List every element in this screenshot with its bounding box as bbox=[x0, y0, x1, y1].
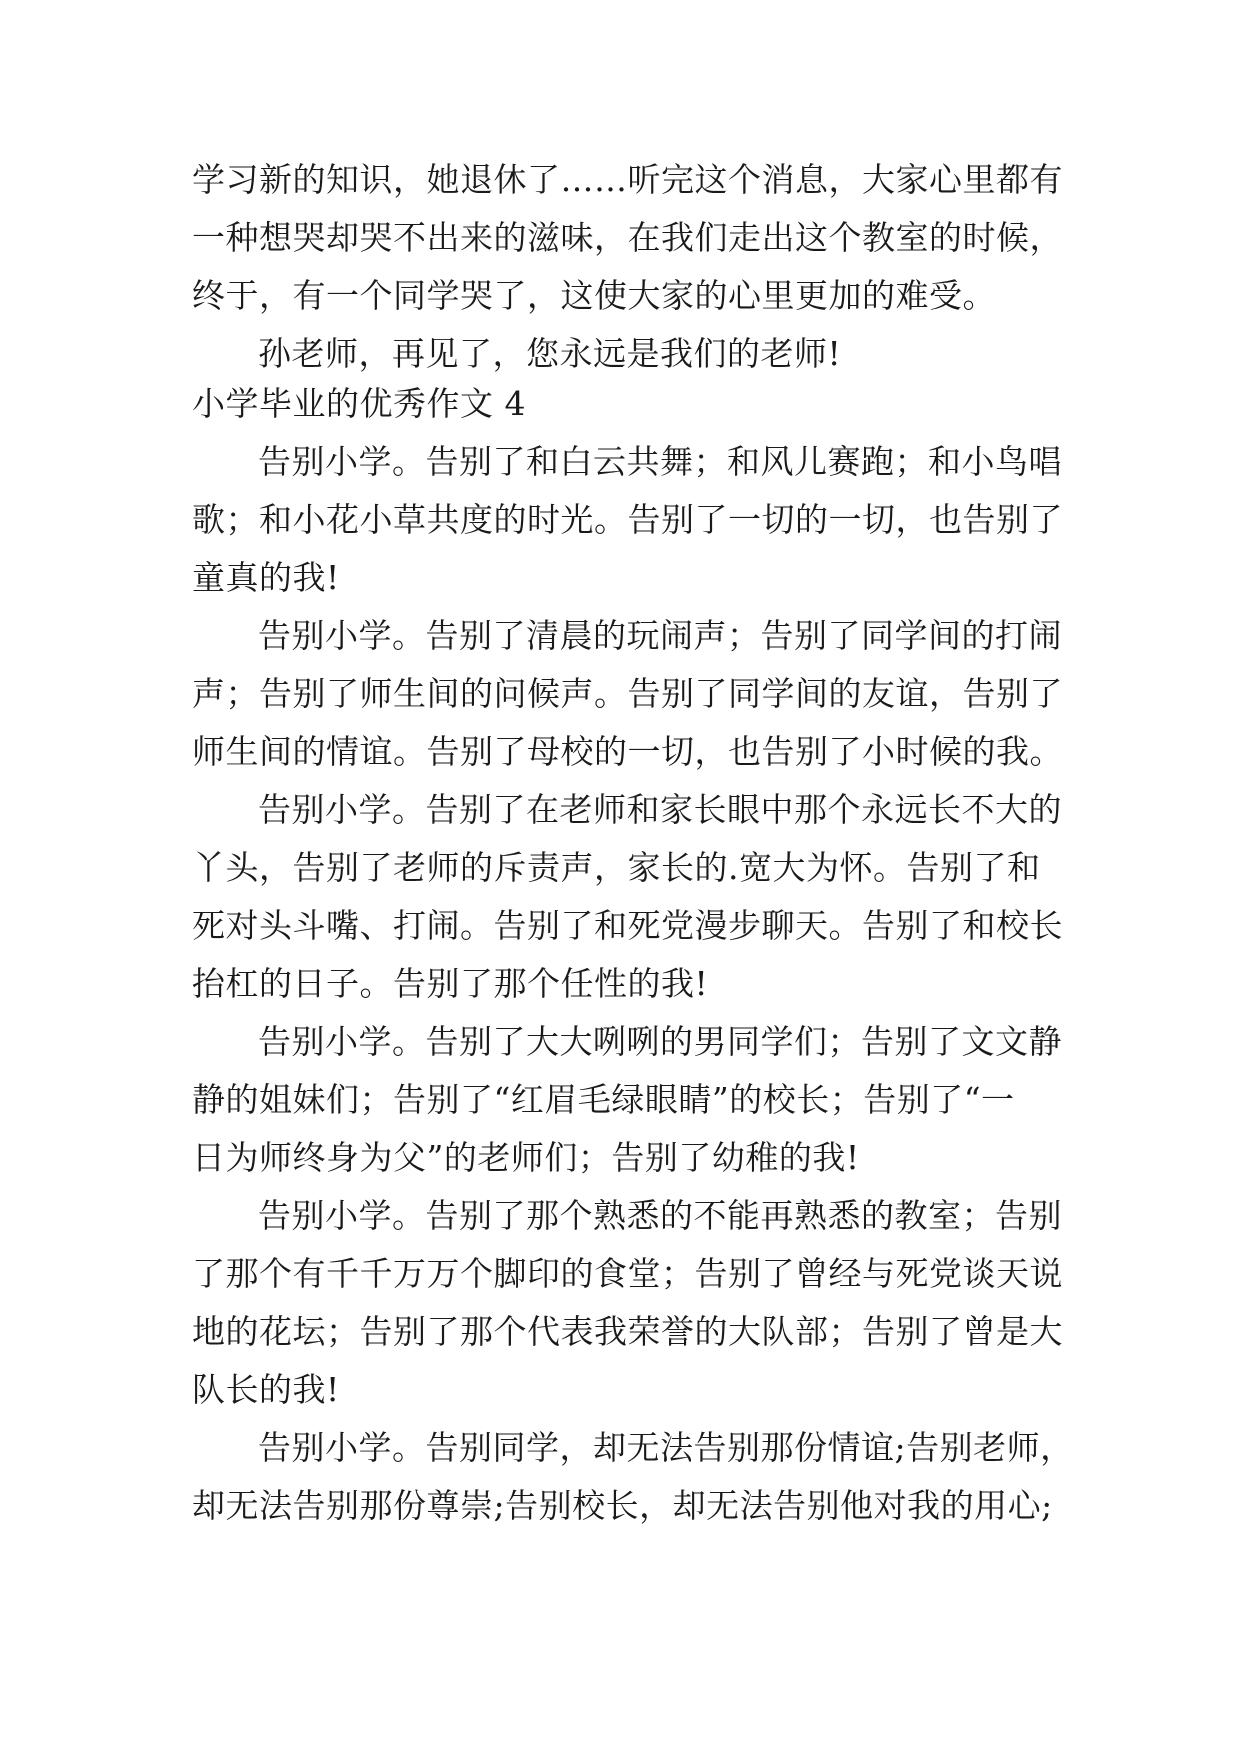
text-line: 终于，有一个同学哭了，这使大家的心里更加的难受。 bbox=[192, 276, 996, 315]
text-line: 了那个有千千万万个脚印的食堂；告别了曾经与死党谈天说 bbox=[192, 1254, 1063, 1293]
paragraph-start: 告别小学。告别了大大咧咧的男同学们；告别了文文静 bbox=[258, 1022, 1062, 1061]
paragraph-start: 告别小学。告别了那个熟悉的不能再熟悉的教室；告别 bbox=[258, 1196, 1062, 1235]
text-line: 日为师终身为父”的老师们；告别了幼稚的我! bbox=[192, 1138, 860, 1177]
text-line: 声；告别了师生间的问候声。告别了同学间的友谊，告别了 bbox=[192, 674, 1063, 713]
text-line: 童真的我! bbox=[192, 558, 340, 597]
text-line: 抬杠的日子。告别了那个任性的我! bbox=[192, 964, 709, 1003]
text-line: 静的姐妹们；告别了“红眉毛绿眼睛”的校长；告别了“一 bbox=[192, 1080, 1015, 1119]
text-line: 死对头斗嘴、打闹。告别了和死党漫步聊天。告别了和校长 bbox=[192, 906, 1063, 945]
paragraph-start: 告别小学。告别了在老师和家长眼中那个永远长不大的 bbox=[258, 790, 1062, 829]
text-line: 师生间的情谊。告别了母校的一切，也告别了小时候的我。 bbox=[192, 732, 1063, 771]
text-line: 一种想哭却哭不出来的滋味，在我们走出这个教室的时候， bbox=[192, 218, 1063, 257]
paragraph-start: 告别小学。告别同学，却无法告别那份情谊;告别老师， bbox=[258, 1428, 1074, 1467]
text-line: 歌；和小花小草共度的时光。告别了一切的一切，也告别了 bbox=[192, 500, 1063, 539]
paragraph-start: 告别小学。告别了清晨的玩闹声；告别了同学间的打闹 bbox=[258, 616, 1062, 655]
text-line: 地的花坛；告别了那个代表我荣誉的大队部；告别了曾是大 bbox=[192, 1312, 1063, 1351]
text-line: 却无法告别那份尊崇;告别校长，却无法告别他对我的用心; bbox=[192, 1486, 1053, 1525]
text-line: 队长的我! bbox=[192, 1370, 340, 1409]
text-line: 学习新的知识，她退休了……听完这个消息，大家心里都有 bbox=[192, 160, 1063, 199]
section-heading: 小学毕业的优秀作文 4 bbox=[192, 384, 526, 423]
paragraph-start: 告别小学。告别了和白云共舞；和风儿赛跑；和小鸟唱 bbox=[258, 442, 1062, 481]
paragraph-start: 孙老师，再见了，您永远是我们的老师! bbox=[258, 334, 842, 373]
text-line: 丫头，告别了老师的斥责声，家长的.宽大为怀。告别了和 bbox=[192, 848, 1041, 887]
